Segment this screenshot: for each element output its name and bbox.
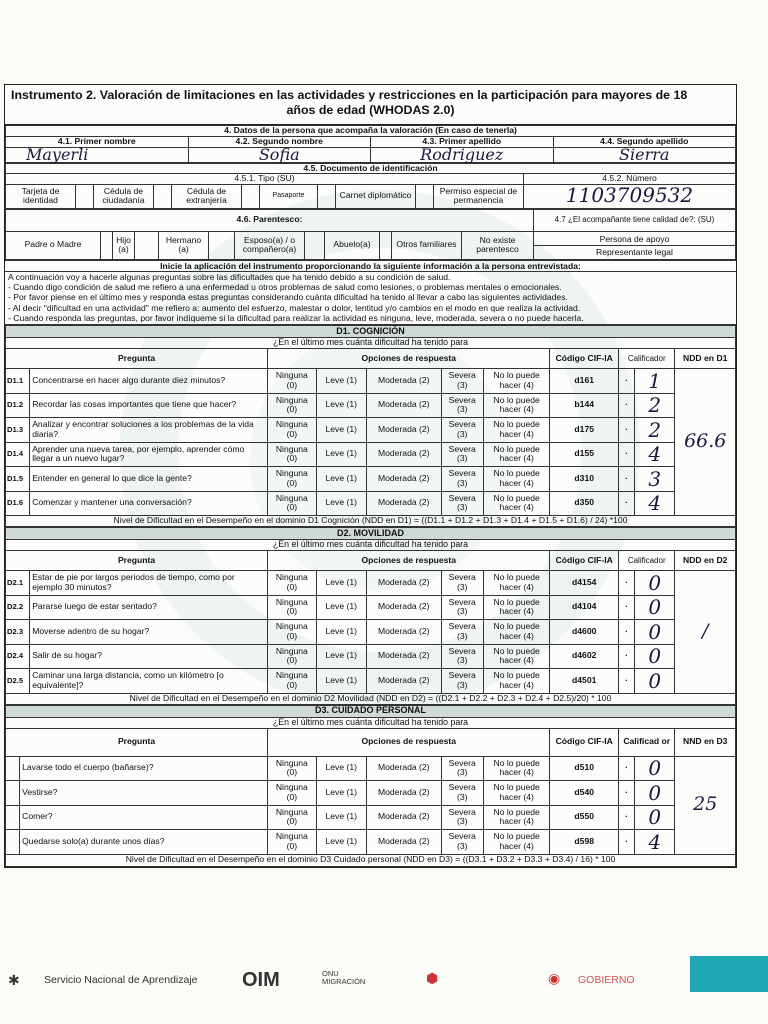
d1-table xyxy=(5,325,736,527)
d3-option-2[interactable]: Moderada (2) xyxy=(366,756,441,781)
d1-row xyxy=(6,418,736,443)
oim-logo-sub: ONU MIGRACIÓN xyxy=(322,969,366,986)
d2-option-4[interactable]: No lo puede hacer (4) xyxy=(483,595,550,620)
d3-option-0[interactable]: Ninguna (0) xyxy=(268,781,316,806)
doc-check-pasaporte[interactable] xyxy=(318,184,336,208)
d2-col-opciones: Opciones de respuesta xyxy=(268,551,550,571)
d2-row xyxy=(6,571,736,596)
d2-option-2[interactable]: Moderada (2) xyxy=(366,595,441,620)
d3-row-id xyxy=(6,756,20,781)
d2-option-0[interactable]: Ninguna (0) xyxy=(268,644,316,669)
d2-col-pregunta: Pregunta xyxy=(6,551,268,571)
d2-option-3[interactable]: Severa (3) xyxy=(441,644,483,669)
d1-option-0[interactable]: Ninguna (0) xyxy=(268,442,316,467)
d2-row-question: Pararse luego de estar sentado? xyxy=(30,595,268,620)
d2-footer: Nivel de Dificultad en el Desempeño en el dominio D2 Movilidad (NDD en D2) = ((D2.1 + D2.2 + D2.3 + D2.4 + D2.5)/20) * 100 xyxy=(6,693,736,704)
d1-option-2[interactable]: Moderada (2) xyxy=(366,418,441,443)
h-first-surname: 4.3. Primer apellido xyxy=(371,137,554,148)
d1-row-dot: · xyxy=(619,491,635,516)
d1-row-question: Recordar las cosas importantes que tiene que hacer? xyxy=(30,393,268,418)
doc-type-label: 4.5.1. Tipo (SU) xyxy=(6,174,524,185)
gobierno-logo-text: GOBIERNO xyxy=(578,974,635,986)
d1-ndd-value[interactable]: 66.6 xyxy=(675,369,736,516)
d3-row-question: Lavarse todo el cuerpo (bañarse)? xyxy=(20,756,268,781)
d1-row-qualifier[interactable]: 4 xyxy=(635,491,675,516)
d2-row-qualifier[interactable]: 0 xyxy=(635,571,675,596)
d1-row xyxy=(6,491,736,516)
d2-option-1[interactable]: Leve (1) xyxy=(316,644,366,669)
d3-table xyxy=(5,705,736,867)
d2-option-3[interactable]: Severa (3) xyxy=(441,669,483,694)
d1-option-4[interactable]: No lo puede hacer (4) xyxy=(483,393,550,418)
oim-logo-text: OIM xyxy=(242,969,280,991)
d1-row-question: Comenzar y mantener una conversación? xyxy=(30,491,268,516)
first-name-value[interactable]: Mayerli xyxy=(6,147,189,162)
companion-section-title: 4. Datos de la persona que acompaña la valoración (En caso de tenerla) xyxy=(6,126,736,137)
d2-option-4[interactable]: No lo puede hacer (4) xyxy=(483,669,550,694)
d1-option-4[interactable]: No lo puede hacer (4) xyxy=(483,491,550,516)
d1-row-dot: · xyxy=(619,418,635,443)
d3-option-1[interactable]: Leve (1) xyxy=(316,805,366,830)
d1-col-opciones: Opciones de respuesta xyxy=(268,349,550,369)
d3-row-question: Quedarse solo(a) durante unos días? xyxy=(20,830,268,855)
footer-logos xyxy=(0,960,768,1000)
d1-option-2[interactable]: Moderada (2) xyxy=(366,393,441,418)
d2-option-0[interactable]: Ninguna (0) xyxy=(268,595,316,620)
d3-row-qualifier[interactable]: 0 xyxy=(635,756,675,781)
d2-row-code: d4104 xyxy=(550,595,619,620)
second-surname-value[interactable]: Sierra xyxy=(553,147,736,162)
d2-option-1[interactable]: Leve (1) xyxy=(316,571,366,596)
d1-row xyxy=(6,467,736,492)
d2-option-2[interactable]: Moderada (2) xyxy=(366,669,441,694)
quality-support[interactable]: Persona de apoyo xyxy=(534,232,735,246)
d2-ndd-value[interactable]: / xyxy=(675,571,736,694)
d1-option-0[interactable]: Ninguna (0) xyxy=(268,369,316,394)
kin-child: Hijo (a) xyxy=(113,231,135,259)
d3-row xyxy=(6,781,736,806)
d3-row-id xyxy=(6,830,20,855)
kin-none: No existe parentesco xyxy=(462,231,534,259)
d3-row-qualifier[interactable]: 0 xyxy=(635,781,675,806)
d2-option-1[interactable]: Leve (1) xyxy=(316,669,366,694)
d1-row-qualifier[interactable]: 1 xyxy=(635,369,675,394)
doc-number-value[interactable]: 1103709532 xyxy=(524,184,736,208)
d2-row-question: Salir de su hogar? xyxy=(30,644,268,669)
d3-option-0[interactable]: Ninguna (0) xyxy=(268,756,316,781)
sena-logo-icon: ✱ xyxy=(8,972,20,988)
d1-row-id: D1.1 xyxy=(6,369,30,394)
doc-title: 4.5. Documento de identificación xyxy=(6,163,736,174)
d3-option-4[interactable]: No lo puede hacer (4) xyxy=(483,781,550,806)
quality-label: 4.7 ¿El acompañante tiene calidad de?: (SU) xyxy=(534,209,736,231)
d1-row-qualifier[interactable]: 4 xyxy=(635,442,675,467)
d1-option-3[interactable]: Severa (3) xyxy=(441,442,483,467)
d1-row-code: d161 xyxy=(550,369,619,394)
start-heading: Inicie la aplicación del instrumento proporcionando la siguiente información a la persona entrevistada: xyxy=(5,260,736,272)
d2-option-3[interactable]: Severa (3) xyxy=(441,571,483,596)
d2-row-id: D2.1 xyxy=(6,571,30,596)
d3-row-id xyxy=(6,805,20,830)
d1-col-pregunta: Pregunta xyxy=(6,349,268,369)
d3-row-id xyxy=(6,781,20,806)
d2-row-dot: · xyxy=(619,644,635,669)
kin-check-grandparent[interactable] xyxy=(380,231,392,259)
d2-row-code: d4501 xyxy=(550,669,619,694)
d3-col-calif: Calificad or xyxy=(619,728,675,756)
d1-option-4[interactable]: No lo puede hacer (4) xyxy=(483,369,550,394)
d3-option-3[interactable]: Severa (3) xyxy=(441,805,483,830)
d2-col-cif: Código CIF-IA xyxy=(550,551,619,571)
d3-row xyxy=(6,756,736,781)
second-name-value[interactable]: Sofia xyxy=(188,147,371,162)
d2-row-question: Estar de pie por largos periodos de tiempo, como por ejemplo 30 minutos? xyxy=(30,571,268,596)
d2-row-question: Caminar una larga distancia, como un kilómetro [o equivalente]? xyxy=(30,669,268,694)
d1-option-3[interactable]: Severa (3) xyxy=(441,418,483,443)
kin-check-spouse[interactable] xyxy=(305,231,325,259)
d1-row-code: d155 xyxy=(550,442,619,467)
d3-col-ndd: NND en D3 xyxy=(675,728,736,756)
d1-row-qualifier[interactable]: 2 xyxy=(635,418,675,443)
d1-col-calif: Calificador xyxy=(619,349,675,369)
d1-option-4[interactable]: No lo puede hacer (4) xyxy=(483,442,550,467)
d1-row-dot: · xyxy=(619,369,635,394)
d1-row-code: d350 xyxy=(550,491,619,516)
doc-type-carnet: Carnet diplomático xyxy=(336,184,416,208)
d3-row xyxy=(6,805,736,830)
d1-row-dot: · xyxy=(619,467,635,492)
d1-row-code: d175 xyxy=(550,418,619,443)
d2-option-4[interactable]: No lo puede hacer (4) xyxy=(483,644,550,669)
first-surname-value[interactable]: Rodriguez xyxy=(371,147,554,162)
d1-row-dot: · xyxy=(619,442,635,467)
d2-row xyxy=(6,644,736,669)
d1-option-3[interactable]: Severa (3) xyxy=(441,393,483,418)
d2-title: D2. MOVILIDAD xyxy=(6,528,736,540)
d1-option-4[interactable]: No lo puede hacer (4) xyxy=(483,467,550,492)
doc-type-ti: Tarjeta de identidad xyxy=(6,184,76,208)
d1-option-1[interactable]: Leve (1) xyxy=(316,393,366,418)
d2-row xyxy=(6,595,736,620)
d1-row-dot: · xyxy=(619,393,635,418)
instruction-1: A continuación voy a hacerle algunas preguntas sobre las dificultades que ha tenido debido a su condición de salud. xyxy=(8,271,451,282)
d2-option-2[interactable]: Moderada (2) xyxy=(366,620,441,645)
d2-option-3[interactable]: Severa (3) xyxy=(441,595,483,620)
d2-row-id: D2.2 xyxy=(6,595,30,620)
d2-row-qualifier[interactable]: 0 xyxy=(635,644,675,669)
d2-option-2[interactable]: Moderada (2) xyxy=(366,644,441,669)
d3-col-pregunta: Pregunta xyxy=(6,728,268,756)
d2-row-qualifier[interactable]: 0 xyxy=(635,669,675,694)
d1-row-code: d310 xyxy=(550,467,619,492)
d1-row xyxy=(6,393,736,418)
d3-row-code: d598 xyxy=(550,830,619,855)
d2-row-qualifier[interactable]: 0 xyxy=(635,595,675,620)
title-line-2: años de edad (WHODAS 2.0) xyxy=(286,103,455,117)
kin-check-sibling[interactable] xyxy=(209,231,235,259)
d1-option-3[interactable]: Severa (3) xyxy=(441,467,483,492)
d3-footer: Nivel de Dificultad en el Desempeño en el dominio D3 Cuidado personal (NDD en D3) = ((D3.1 + D3.2 + D3.3 + D3.4) / 16) * 100 xyxy=(6,854,736,866)
d2-option-1[interactable]: Leve (1) xyxy=(316,620,366,645)
d3-option-0[interactable]: Ninguna (0) xyxy=(268,830,316,855)
d2-option-0[interactable]: Ninguna (0) xyxy=(268,669,316,694)
d1-row-question: Aprender una nueva tarea, por ejemplo, aprender cómo llegar a un nuevo lugar? xyxy=(30,442,268,467)
d2-row xyxy=(6,620,736,645)
h-second-name: 4.2. Segundo nombre xyxy=(188,137,371,148)
d3-row-qualifier[interactable]: 0 xyxy=(635,805,675,830)
d3-option-1[interactable]: Leve (1) xyxy=(316,830,366,855)
d1-row xyxy=(6,369,736,394)
d1-col-cif: Código CIF-IA xyxy=(550,349,619,369)
d3-row-dot: · xyxy=(619,830,635,855)
d1-row-qualifier[interactable]: 3 xyxy=(635,467,675,492)
d3-option-2[interactable]: Moderada (2) xyxy=(366,830,441,855)
d3-subtitle: ¿En el último mes cuánta dificultad ha tenido para xyxy=(6,717,736,728)
doc-type-permiso: Permiso especial de permanencia xyxy=(434,184,524,208)
d3-row-code: d540 xyxy=(550,781,619,806)
d3-option-3[interactable]: Severa (3) xyxy=(441,830,483,855)
d2-row-code: d4154 xyxy=(550,571,619,596)
d2-row-code: d4602 xyxy=(550,644,619,669)
d3-option-1[interactable]: Leve (1) xyxy=(316,781,366,806)
d3-option-4[interactable]: No lo puede hacer (4) xyxy=(483,805,550,830)
teal-corner-band xyxy=(690,956,768,992)
instructions-block xyxy=(5,260,736,325)
d2-row-id: D2.3 xyxy=(6,620,30,645)
d1-option-3[interactable]: Severa (3) xyxy=(441,491,483,516)
kin-sibling: Hermano (a) xyxy=(159,231,209,259)
d2-option-4[interactable]: No lo puede hacer (4) xyxy=(483,571,550,596)
d1-title: D1. COGNICIÓN xyxy=(6,326,736,338)
h-first-name: 4.1. Primer nombre xyxy=(6,137,189,148)
d1-option-4[interactable]: No lo puede hacer (4) xyxy=(483,418,550,443)
kin-parent: Padre o Madre xyxy=(6,231,101,259)
d1-row-question: Analizar y encontrar soluciones a los problemas de la vida diaria? xyxy=(30,418,268,443)
d3-option-0[interactable]: Ninguna (0) xyxy=(268,805,316,830)
d3-option-2[interactable]: Moderada (2) xyxy=(366,805,441,830)
d1-option-0[interactable]: Ninguna (0) xyxy=(268,491,316,516)
seal-logo-icon: ⬢ xyxy=(426,970,439,986)
d1-option-0[interactable]: Ninguna (0) xyxy=(268,393,316,418)
quality-options xyxy=(534,231,736,259)
form-title xyxy=(5,85,736,125)
d2-col-ndd: NDD en D2 xyxy=(675,551,736,571)
d2-row-code: d4600 xyxy=(550,620,619,645)
d3-option-4[interactable]: No lo puede hacer (4) xyxy=(483,756,550,781)
d3-row-question: Comer? xyxy=(20,805,268,830)
d3-ndd-value[interactable]: 25 xyxy=(675,756,736,854)
companion-table xyxy=(5,125,736,163)
doc-type-ce: Cédula de extranjería xyxy=(172,184,242,208)
d2-row xyxy=(6,669,736,694)
d1-option-2[interactable]: Moderada (2) xyxy=(366,467,441,492)
d1-row-id: D1.3 xyxy=(6,418,30,443)
gobierno-logo-icon: ◉ xyxy=(548,970,561,986)
d3-option-3[interactable]: Severa (3) xyxy=(441,756,483,781)
d2-table xyxy=(5,527,736,705)
quality-legal[interactable]: Representante legal xyxy=(596,246,673,257)
instruction-4: - Al decir "dificultad en una actividad" me refiero a: aumento del esfuerzo, malestar o dolor, lentitud y/o cambios en el modo en que realiza la actividad. xyxy=(8,302,581,313)
d1-row-code: b144 xyxy=(550,393,619,418)
d3-row xyxy=(6,830,736,855)
title-line-1: Instrumento 2. Valoración de limitaciones en las actividades y restricciones en la participación para mayores de 18 xyxy=(11,88,688,102)
kin-other: Otros familiares xyxy=(392,231,462,259)
d1-row-id: D1.6 xyxy=(6,491,30,516)
d1-footer: Nivel de Dificultad en el Desempeño en el dominio D1 Cognición (NDD en D1) = ((D1.1 + D1.2 + D1.3 + D1.4 + D1.5 + D1.6) / 24) *100 xyxy=(6,516,736,527)
d2-option-2[interactable]: Moderada (2) xyxy=(366,571,441,596)
kin-check-child[interactable] xyxy=(135,231,159,259)
d1-row-qualifier[interactable]: 2 xyxy=(635,393,675,418)
kinship-label: 4.6. Parentesco: xyxy=(6,209,534,231)
instruction-3: - Por favor piense en el último mes y responda estas preguntas considerando cuánta dificultad ha tenido al llevar a cabo las siguientes actividades. xyxy=(8,292,568,303)
doc-type-pasaporte: Pasaporte xyxy=(260,184,318,208)
d2-row-dot: · xyxy=(619,595,635,620)
d3-option-3[interactable]: Severa (3) xyxy=(441,781,483,806)
kin-grandparent: Abuelo(a) xyxy=(325,231,380,259)
h-second-surname: 4.4. Segundo apellido xyxy=(553,137,736,148)
d2-row-question: Moverse adentro de su hogar? xyxy=(30,620,268,645)
d2-option-3[interactable]: Severa (3) xyxy=(441,620,483,645)
d2-row-dot: · xyxy=(619,669,635,694)
d2-row-dot: · xyxy=(619,620,635,645)
d3-title: D3. CUIDADO PERSONAL xyxy=(6,705,736,717)
d1-row-id: D1.4 xyxy=(6,442,30,467)
d2-row-id: D2.4 xyxy=(6,644,30,669)
d1-option-2[interactable]: Moderada (2) xyxy=(366,491,441,516)
d1-option-0[interactable]: Ninguna (0) xyxy=(268,418,316,443)
kin-check-parent[interactable] xyxy=(101,231,113,259)
doc-check-cc[interactable] xyxy=(154,184,172,208)
d1-row-question: Concentrarse en hacer algo durante diez minutos? xyxy=(30,369,268,394)
d3-row-dot: · xyxy=(619,756,635,781)
whodas-form xyxy=(4,84,737,868)
d3-row-qualifier[interactable]: 4 xyxy=(635,830,675,855)
d1-subtitle: ¿En el último mes cuánta dificultad ha tenido para xyxy=(6,338,736,349)
d3-row-dot: · xyxy=(619,781,635,806)
d1-option-1[interactable]: Leve (1) xyxy=(316,442,366,467)
d1-row-question: Entender en general lo que dice la gente? xyxy=(30,467,268,492)
instruction-5: - Cuando responda las preguntas, por favor indíqueme si la dificultad para realizar la actividad es ninguna, leve, moderada, severa o no puede hacerla. xyxy=(8,312,584,323)
d3-col-cif: Código CIF-IA xyxy=(550,728,619,756)
d1-option-3[interactable]: Severa (3) xyxy=(441,369,483,394)
d3-col-opciones: Opciones de respuesta xyxy=(268,728,550,756)
sena-logo-text: Servicio Nacional de Aprendizaje xyxy=(44,974,198,986)
d2-option-0[interactable]: Ninguna (0) xyxy=(268,571,316,596)
d1-option-1[interactable]: Leve (1) xyxy=(316,491,366,516)
d2-subtitle: ¿En el último mes cuánta dificultad ha tenido para xyxy=(6,540,736,551)
d1-col-ndd: NDD en D1 xyxy=(675,349,736,369)
d2-col-calif: Calificador xyxy=(619,551,675,571)
d1-option-2[interactable]: Moderada (2) xyxy=(366,442,441,467)
kin-spouse: Esposo(a) / o compañero(a) xyxy=(235,231,305,259)
d1-option-1[interactable]: Leve (1) xyxy=(316,467,366,492)
d3-option-2[interactable]: Moderada (2) xyxy=(366,781,441,806)
d1-row-id: D1.2 xyxy=(6,393,30,418)
d1-option-1[interactable]: Leve (1) xyxy=(316,369,366,394)
doc-check-ce[interactable] xyxy=(242,184,260,208)
d2-row-qualifier[interactable]: 0 xyxy=(635,620,675,645)
d2-option-1[interactable]: Leve (1) xyxy=(316,595,366,620)
d3-option-4[interactable]: No lo puede hacer (4) xyxy=(483,830,550,855)
d1-option-2[interactable]: Moderada (2) xyxy=(366,369,441,394)
doc-number-label: 4.5.2. Número xyxy=(524,174,736,185)
d3-row-question: Vestirse? xyxy=(20,781,268,806)
d1-row-id: D1.5 xyxy=(6,467,30,492)
d3-option-1[interactable]: Leve (1) xyxy=(316,756,366,781)
doc-check-carnet[interactable] xyxy=(416,184,434,208)
d2-row-dot: · xyxy=(619,571,635,596)
d1-option-0[interactable]: Ninguna (0) xyxy=(268,467,316,492)
instruction-2: - Cuando digo condición de salud me refiero a una enfermedad u otros problemas de salud como lesiones, o problemas mentales o emocionales. xyxy=(8,282,562,293)
d3-row-code: d550 xyxy=(550,805,619,830)
d2-option-4[interactable]: No lo puede hacer (4) xyxy=(483,620,550,645)
d1-option-1[interactable]: Leve (1) xyxy=(316,418,366,443)
d2-row-id: D2.5 xyxy=(6,669,30,694)
kinship-table xyxy=(5,209,736,260)
d1-row xyxy=(6,442,736,467)
doc-check-ti[interactable] xyxy=(76,184,94,208)
d2-option-0[interactable]: Ninguna (0) xyxy=(268,620,316,645)
d3-row-dot: · xyxy=(619,805,635,830)
doc-type-cc: Cédula de ciudadanía xyxy=(94,184,154,208)
d3-row-code: d510 xyxy=(550,756,619,781)
document-table xyxy=(5,163,736,209)
